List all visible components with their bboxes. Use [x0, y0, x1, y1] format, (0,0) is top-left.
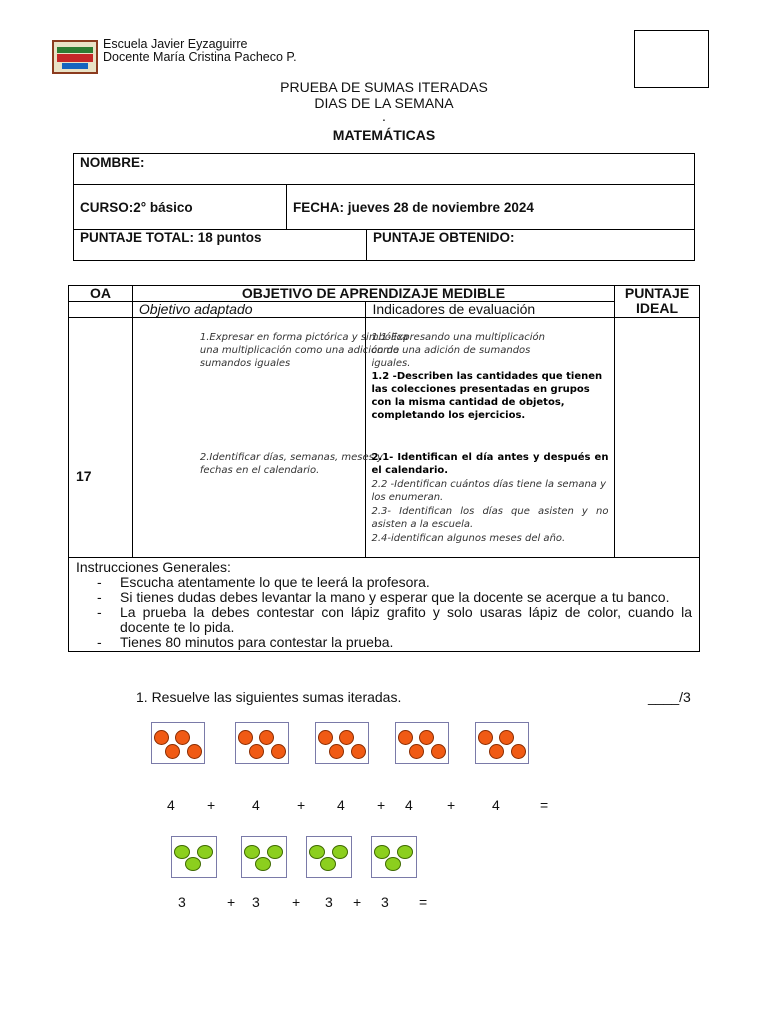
row-1-equation-token: +: [207, 797, 216, 813]
adapted-objective-subheader: Objetivo adaptado: [132, 302, 366, 318]
instruction-item: - La prueba la debes contestar con lápiz grafito y solo usaras lápiz de color, cuando la docente te lo pida.: [76, 605, 692, 635]
row-2-equation-token: 3: [252, 894, 260, 910]
row-1-group: [475, 722, 529, 764]
school-logo: [52, 40, 98, 74]
row-2-counter: [267, 845, 283, 859]
indicator-2-2: 2.2 -Identifican cuántos días tiene la semana y los enumeran.: [371, 479, 607, 503]
row-2-counter: [174, 845, 190, 859]
instruction-item: - Si tienes dudas debes levantar la mano y esperar que la docente se acerque a tu banco.: [76, 590, 692, 605]
row-2-counter: [244, 845, 260, 859]
row-1-equation-token: 4: [167, 797, 175, 813]
question-1-score[interactable]: ____/3: [648, 689, 691, 705]
row-1-equation-token: 4: [492, 797, 500, 813]
row-2-equation-token: +: [353, 894, 362, 910]
row-1-counter: [154, 730, 169, 745]
row-2-counter: [320, 857, 336, 871]
instructions-cell: [69, 558, 700, 652]
row-2-counter: [197, 845, 213, 859]
row-1-counter: [339, 730, 354, 745]
row-1-equation-token: =: [540, 797, 549, 813]
indicator-2-4: 2.4-identifican algunos meses del año.: [371, 533, 566, 544]
row-1-counter: [271, 744, 286, 759]
oa-cell: [69, 318, 133, 558]
row-1-counter: [499, 730, 514, 745]
row-1-group: [235, 722, 289, 764]
row-2-counter: [185, 857, 201, 871]
objective-2: 2.Identificar días, semanas, meses y fechas en el calendario.: [199, 452, 383, 476]
question-1-text: 1. Resuelve las siguientes sumas iteradas.: [136, 689, 402, 705]
row-2-equation-token: =: [419, 894, 428, 910]
row-1-counter: [419, 730, 434, 745]
row-2-equation-token: +: [227, 894, 236, 910]
row-2-equation-token: 3: [381, 894, 389, 910]
row-1-group: [315, 722, 369, 764]
row-1-counter: [511, 744, 526, 759]
row-1-equation-token: +: [377, 797, 386, 813]
row-1-counter: [259, 730, 274, 745]
row-2-counter: [385, 857, 401, 871]
row-2-counter: [332, 845, 348, 859]
instruction-item: - Escucha atentamente lo que te leerá la profesora.: [76, 575, 692, 590]
indicators-subheader: Indicadores de evaluación: [366, 302, 615, 318]
objective-1: 1.Expresar en forma pictórica y simbólica una multiplicación como una adición de sumandos iguales: [199, 332, 409, 369]
indicators-cell: [366, 318, 615, 558]
row-1-group: [395, 722, 449, 764]
row-1-counter: [489, 744, 504, 759]
row-2-counter: [374, 845, 390, 859]
row-2-equation-token: +: [292, 894, 301, 910]
row-1-counter: [409, 744, 424, 759]
row-2-group: [171, 836, 217, 878]
indicator-2-1: 2.1- Identifican el día antes y después en el calendario.: [371, 452, 609, 476]
title-dot: .: [382, 108, 386, 124]
indicator-2-3: 2.3- Identifican los días que asisten y no asisten a la escuela.: [371, 506, 609, 530]
indicator-1-2: 1.2 -Describen las cantidades que tienen las colecciones presentadas en grupos con la misma cantidad de objetos, completando los ejercicios.: [371, 371, 603, 421]
row-2-equation-token: 3: [325, 894, 333, 910]
row-2-counter: [397, 845, 413, 859]
adapted-objectives-cell: [132, 318, 409, 558]
subject-title: MATEMÁTICAS: [332, 127, 436, 143]
school-name: Escuela Javier Eyzaguirre: [103, 37, 248, 51]
test-subtitle: DIAS DE LA SEMANA: [314, 95, 454, 111]
row-2-group: [371, 836, 417, 878]
row-1-counter: [175, 730, 190, 745]
indicator-1-1: 1.1-Expresando una multiplicación como una adición de sumandos iguales.: [371, 332, 545, 369]
objective-header: OBJETIVO DE APRENDIZAJE MEDIBLE: [132, 286, 614, 302]
teacher-name: Docente María Cristina Pacheco P.: [103, 50, 297, 64]
test-title: PRUEBA DE SUMAS ITERADAS: [280, 79, 488, 95]
oa-header: OA: [69, 286, 133, 302]
row-1-counter: [165, 744, 180, 759]
date-cell: FECHA: jueves 28 de noviembre 2024: [287, 185, 695, 230]
row-1-equation-token: 4: [252, 797, 260, 813]
course-cell: CURSO:2° básico: [74, 185, 287, 230]
row-1-counter: [249, 744, 264, 759]
instructions-heading: Instrucciones Generales:: [76, 559, 231, 575]
total-score-cell: PUNTAJE TOTAL: 18 puntos: [74, 230, 367, 261]
school-info: [103, 38, 297, 64]
row-2-group: [241, 836, 287, 878]
instruction-item: - Tienes 80 minutos para contestar la prueba.: [76, 635, 692, 650]
row-2-group: [306, 836, 352, 878]
row-1-counter: [318, 730, 333, 745]
row-1-counter: [329, 744, 344, 759]
row-1-equation-token: 4: [405, 797, 413, 813]
row-1-counter: [431, 744, 446, 759]
name-field[interactable]: NOMBRE:: [74, 154, 695, 185]
objectives-table: [68, 285, 700, 652]
row-2-equation-token: 3: [178, 894, 186, 910]
student-info-table: [73, 153, 695, 261]
row-1-counter: [187, 744, 202, 759]
row-1-counter: [238, 730, 253, 745]
row-1-equation-token: 4: [337, 797, 345, 813]
row-1-equation-token: +: [297, 797, 306, 813]
instructions-list: [76, 575, 692, 650]
row-2-counter: [255, 857, 271, 871]
row-1-counter: [351, 744, 366, 759]
oa-number: 17: [76, 468, 92, 484]
row-1-counter: [398, 730, 413, 745]
row-2-counter: [309, 845, 325, 859]
points-header: PUNTAJE IDEAL: [615, 286, 700, 318]
row-1-group: [151, 722, 205, 764]
obtained-score-cell[interactable]: PUNTAJE OBTENIDO:: [367, 230, 695, 261]
ideal-points-cell: [615, 318, 700, 558]
row-1-equation-token: +: [447, 797, 456, 813]
row-1-counter: [478, 730, 493, 745]
